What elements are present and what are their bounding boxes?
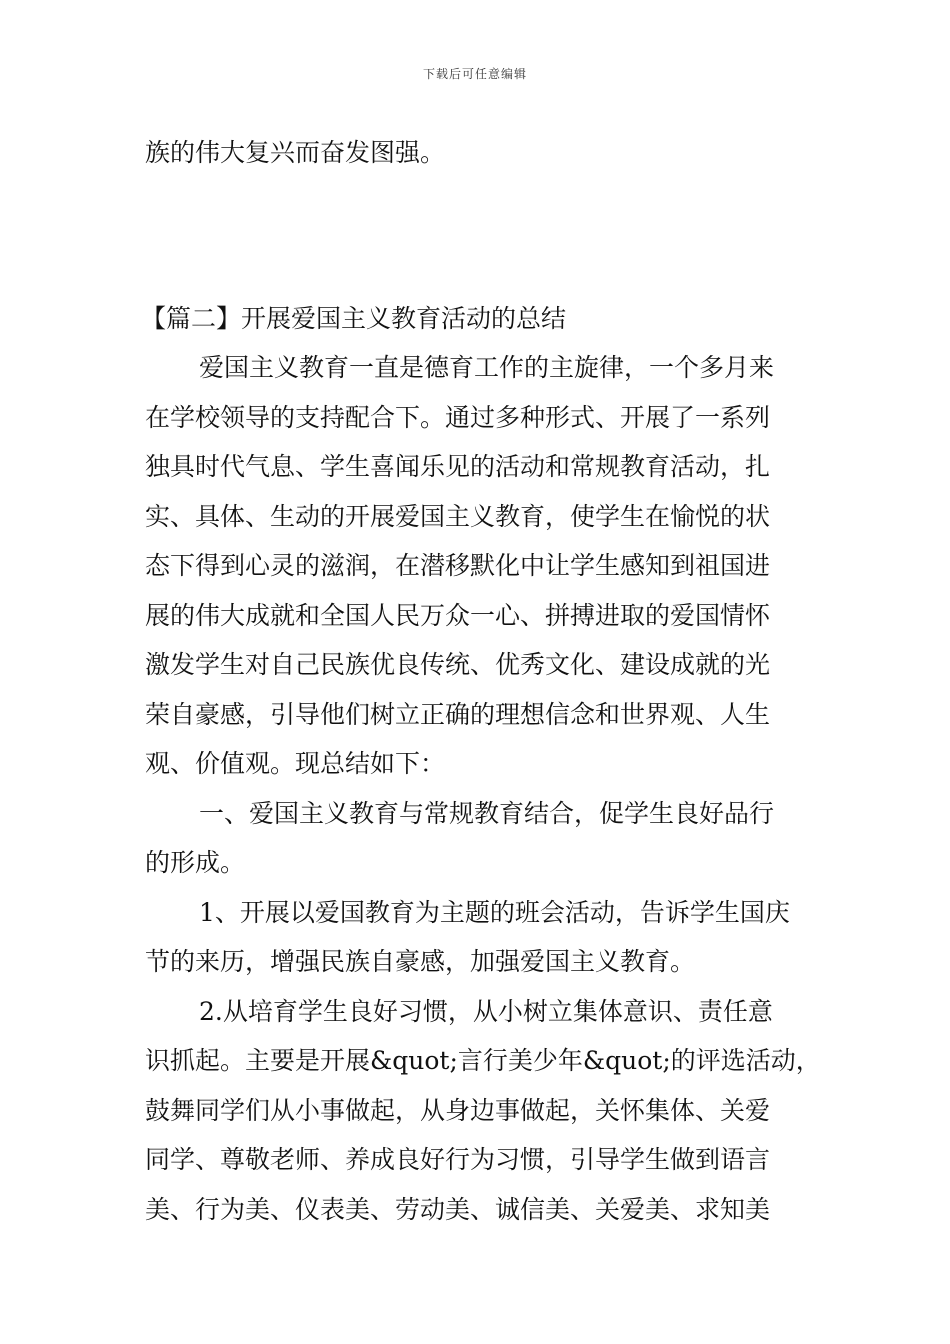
paragraph-line: 2.从培育学生良好习惯，从小树立集体意识、责任意 xyxy=(199,996,773,1026)
paragraph-line: 节的来历，增强民族自豪感，加强爱国主义教育。 xyxy=(145,947,696,976)
paragraph-line: 1、开展以爱国教育为主题的班会活动，告诉学生国庆 xyxy=(199,897,790,927)
paragraph-line: 展的伟大成就和全国人民万众一心、拼搏进取的爱国情怀 xyxy=(145,600,771,630)
paragraph-line: 实、具体、生动的开展爱国主义教育，使学生在愉悦的状 xyxy=(145,501,771,531)
paragraph-line: 同学、尊敬老师、养成良好行为习惯，引导学生做到语言 xyxy=(145,1145,771,1174)
document-body xyxy=(141,128,821,1234)
paragraph-line: 态下得到心灵的滋润，在潜移默化中让学生感知到祖国进 xyxy=(145,551,771,580)
paragraph-line: 爱国主义教育一直是德育工作的主旋律，一个多月来 xyxy=(199,353,775,382)
continuation-line: 族的伟大复兴而奋发图强。 xyxy=(145,138,446,167)
paragraph-line: 在学校领导的支持配合下。通过多种形式、开展了一系列 xyxy=(145,402,771,432)
paragraph-line: 识抓起。主要是开展&quot;言行美少年&quot;的评选活动， xyxy=(145,1046,821,1075)
section-gap xyxy=(145,178,807,294)
paragraph-intro xyxy=(145,343,807,789)
paragraph-line: 美、行为美、仪表美、劳动美、诚信美、关爱美、求知美 xyxy=(145,1194,771,1224)
paragraph-section-one xyxy=(145,789,807,888)
paragraph-line: 独具时代气息、学生喜闻乐见的活动和常规教育活动，扎 xyxy=(145,452,771,481)
page-header: 下载后可任意编辑 xyxy=(422,67,527,81)
paragraph-line: 鼓舞同学们从小事做起，从身边事做起，关怀集体、关爱 xyxy=(145,1095,771,1125)
paragraph-line: 的形成。 xyxy=(145,848,246,877)
paragraph-line: 观、价值观。现总结如下： xyxy=(145,749,446,778)
section-title: 【篇二】开展爱国主义教育活动的总结 xyxy=(141,303,567,333)
paragraph-line: 荣自豪感，引导他们树立正确的理想信念和世界观、人生 xyxy=(145,699,771,729)
paragraph-line: 一、爱国主义教育与常规教育结合，促学生良好品行 xyxy=(199,798,775,828)
paragraph-item-1 xyxy=(145,888,807,987)
paragraph-line: 激发学生对自己民族优良传统、优秀文化、建设成就的光 xyxy=(145,650,771,679)
paragraph-item-2 xyxy=(145,987,821,1235)
